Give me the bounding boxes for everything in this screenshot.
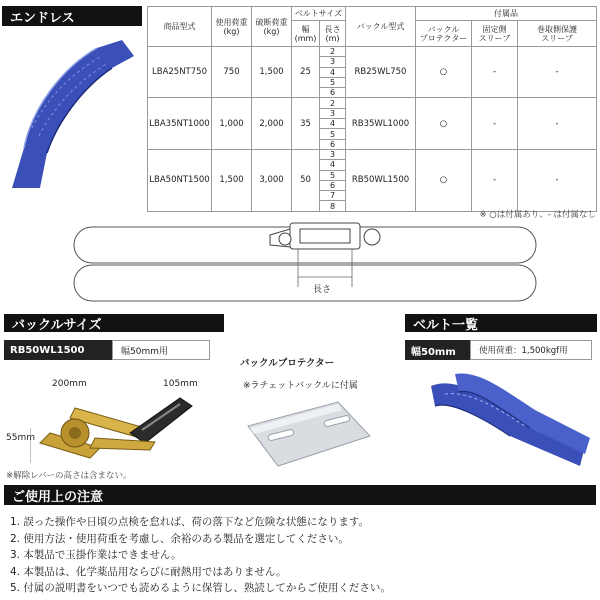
header-buckle-model: バックル型式 (346, 7, 416, 47)
endless-title: エンドレス (10, 10, 75, 26)
buckle-model-tag: RB50WL1500 (4, 340, 112, 360)
cell-width: 50 (292, 149, 320, 211)
cell-model: LBA35NT1000 (148, 98, 212, 149)
belt-50mm-image (425, 366, 590, 482)
cell-breaking: 1,500 (252, 47, 292, 98)
precaution-item: 1. 誤った操作や日頃の点検を怠れば、荷の落下など危険な状態になります。 (10, 516, 370, 528)
cell-width: 25 (292, 47, 320, 98)
header-width: 幅 (mm) (292, 21, 320, 47)
endless-belt-diagram (70, 215, 540, 305)
precaution-item: 3. 本製品で玉掛作業はできません。 (10, 549, 182, 561)
ratchet-buckle-image (30, 388, 200, 468)
cell-length: 4 (320, 67, 346, 77)
dim-height-label: 55mm (6, 433, 35, 443)
buckle-protector-note: ※ラチェットバックルに付属 (243, 381, 358, 391)
cell-working: 1,000 (212, 98, 252, 149)
dim-length-label: 200mm (52, 379, 87, 389)
table-row (148, 47, 597, 57)
belt-load-note: 使用荷重：1,500kgf用 (470, 340, 592, 360)
cell-breaking: 3,000 (252, 149, 292, 211)
table-row (148, 98, 597, 108)
cell-length: 6 (320, 139, 346, 149)
cell-length: 2 (320, 47, 346, 57)
endless-belt-image (2, 28, 142, 188)
cell-fixed: - (472, 47, 518, 98)
cell-buckle: RB25WL750 (346, 47, 416, 98)
cell-width: 35 (292, 98, 320, 149)
buckle-protector-image (238, 396, 378, 472)
header-working-load: 使用荷重 (kg) (212, 7, 252, 47)
cell-length: 4 (320, 119, 346, 129)
buckle-size-header (4, 314, 224, 332)
cell-length: 7 (320, 191, 346, 201)
cell-model: LBA50NT1500 (148, 149, 212, 211)
header-fixed-sleeve: 固定側 スリーブ (472, 21, 518, 47)
buckle-width-note: 幅50mm用 (112, 340, 210, 360)
cell-length: 3 (320, 149, 346, 159)
cell-buckle: RB35WL1000 (346, 98, 416, 149)
cell-length: 2 (320, 98, 346, 108)
cell-protector: ○ (416, 149, 472, 211)
cell-protector: ○ (416, 98, 472, 149)
precautions-title: ご使用上の注意 (12, 489, 104, 505)
length-label: 長さ (313, 285, 332, 295)
cell-length: 6 (320, 88, 346, 98)
cell-breaking: 2,000 (252, 98, 292, 149)
cell-length: 8 (320, 201, 346, 211)
cell-length: 5 (320, 77, 346, 87)
cell-length: 5 (320, 170, 346, 180)
precaution-item: 4. 本製品は、化学薬品用ならびに耐熱用ではありません。 (10, 565, 287, 578)
cell-length: 3 (320, 57, 346, 67)
belt-list-title: ベルト一覧 (413, 317, 479, 333)
header-length: 長さ (m) (320, 21, 346, 47)
cell-buckle: RB50WL1500 (346, 149, 416, 211)
table-row (148, 149, 597, 159)
cell-length: 5 (320, 129, 346, 139)
cell-working: 750 (212, 47, 252, 98)
table-footnote: ※ ○は付属あり、- は付属なし (479, 210, 596, 220)
cell-fixed: - (472, 149, 518, 211)
cell-length: 4 (320, 160, 346, 170)
precautions-list (10, 514, 596, 597)
buckle-protector-title: バックルプロテクター (240, 358, 335, 369)
buckle-size-title: バックルサイズ (12, 317, 102, 333)
spec-table (147, 6, 597, 212)
dim-width-label: 105mm (163, 379, 198, 389)
cell-length: 3 (320, 108, 346, 118)
belt-list-header (405, 314, 597, 332)
header-accessories: 付属品 (416, 7, 597, 21)
cell-protector: ○ (416, 47, 472, 98)
header-belt-size: ベルトサイズ (292, 7, 346, 21)
header-breaking-load: 破断荷重 (kg) (252, 7, 292, 47)
cell-working: 1,500 (212, 149, 252, 211)
cell-fixed: - (472, 98, 518, 149)
header-model: 商品型式 (148, 7, 212, 47)
cell-winding: - (518, 149, 597, 211)
header-buckle-protector: バックル プロテクター (416, 21, 472, 47)
cell-length: 6 (320, 180, 346, 190)
buckle-note: ※解除レバーの高さは含まない。 (6, 471, 132, 481)
endless-header (2, 6, 142, 26)
belt-width-tag: 幅50mm (405, 340, 470, 360)
header-winding-sleeve: 巻取側保護 スリーブ (518, 21, 597, 47)
precautions-header (4, 485, 596, 505)
cell-model: LBA25NT750 (148, 47, 212, 98)
cell-winding: - (518, 47, 597, 98)
precaution-item: 2. 使用方法・使用荷重を考慮し、余裕のある製品を選定してください。 (10, 532, 349, 545)
cell-winding: - (518, 98, 597, 149)
precaution-item: 5. 付属の説明書をいつでも読めるように保管し、熟読してからご使用ください。 (10, 582, 391, 594)
